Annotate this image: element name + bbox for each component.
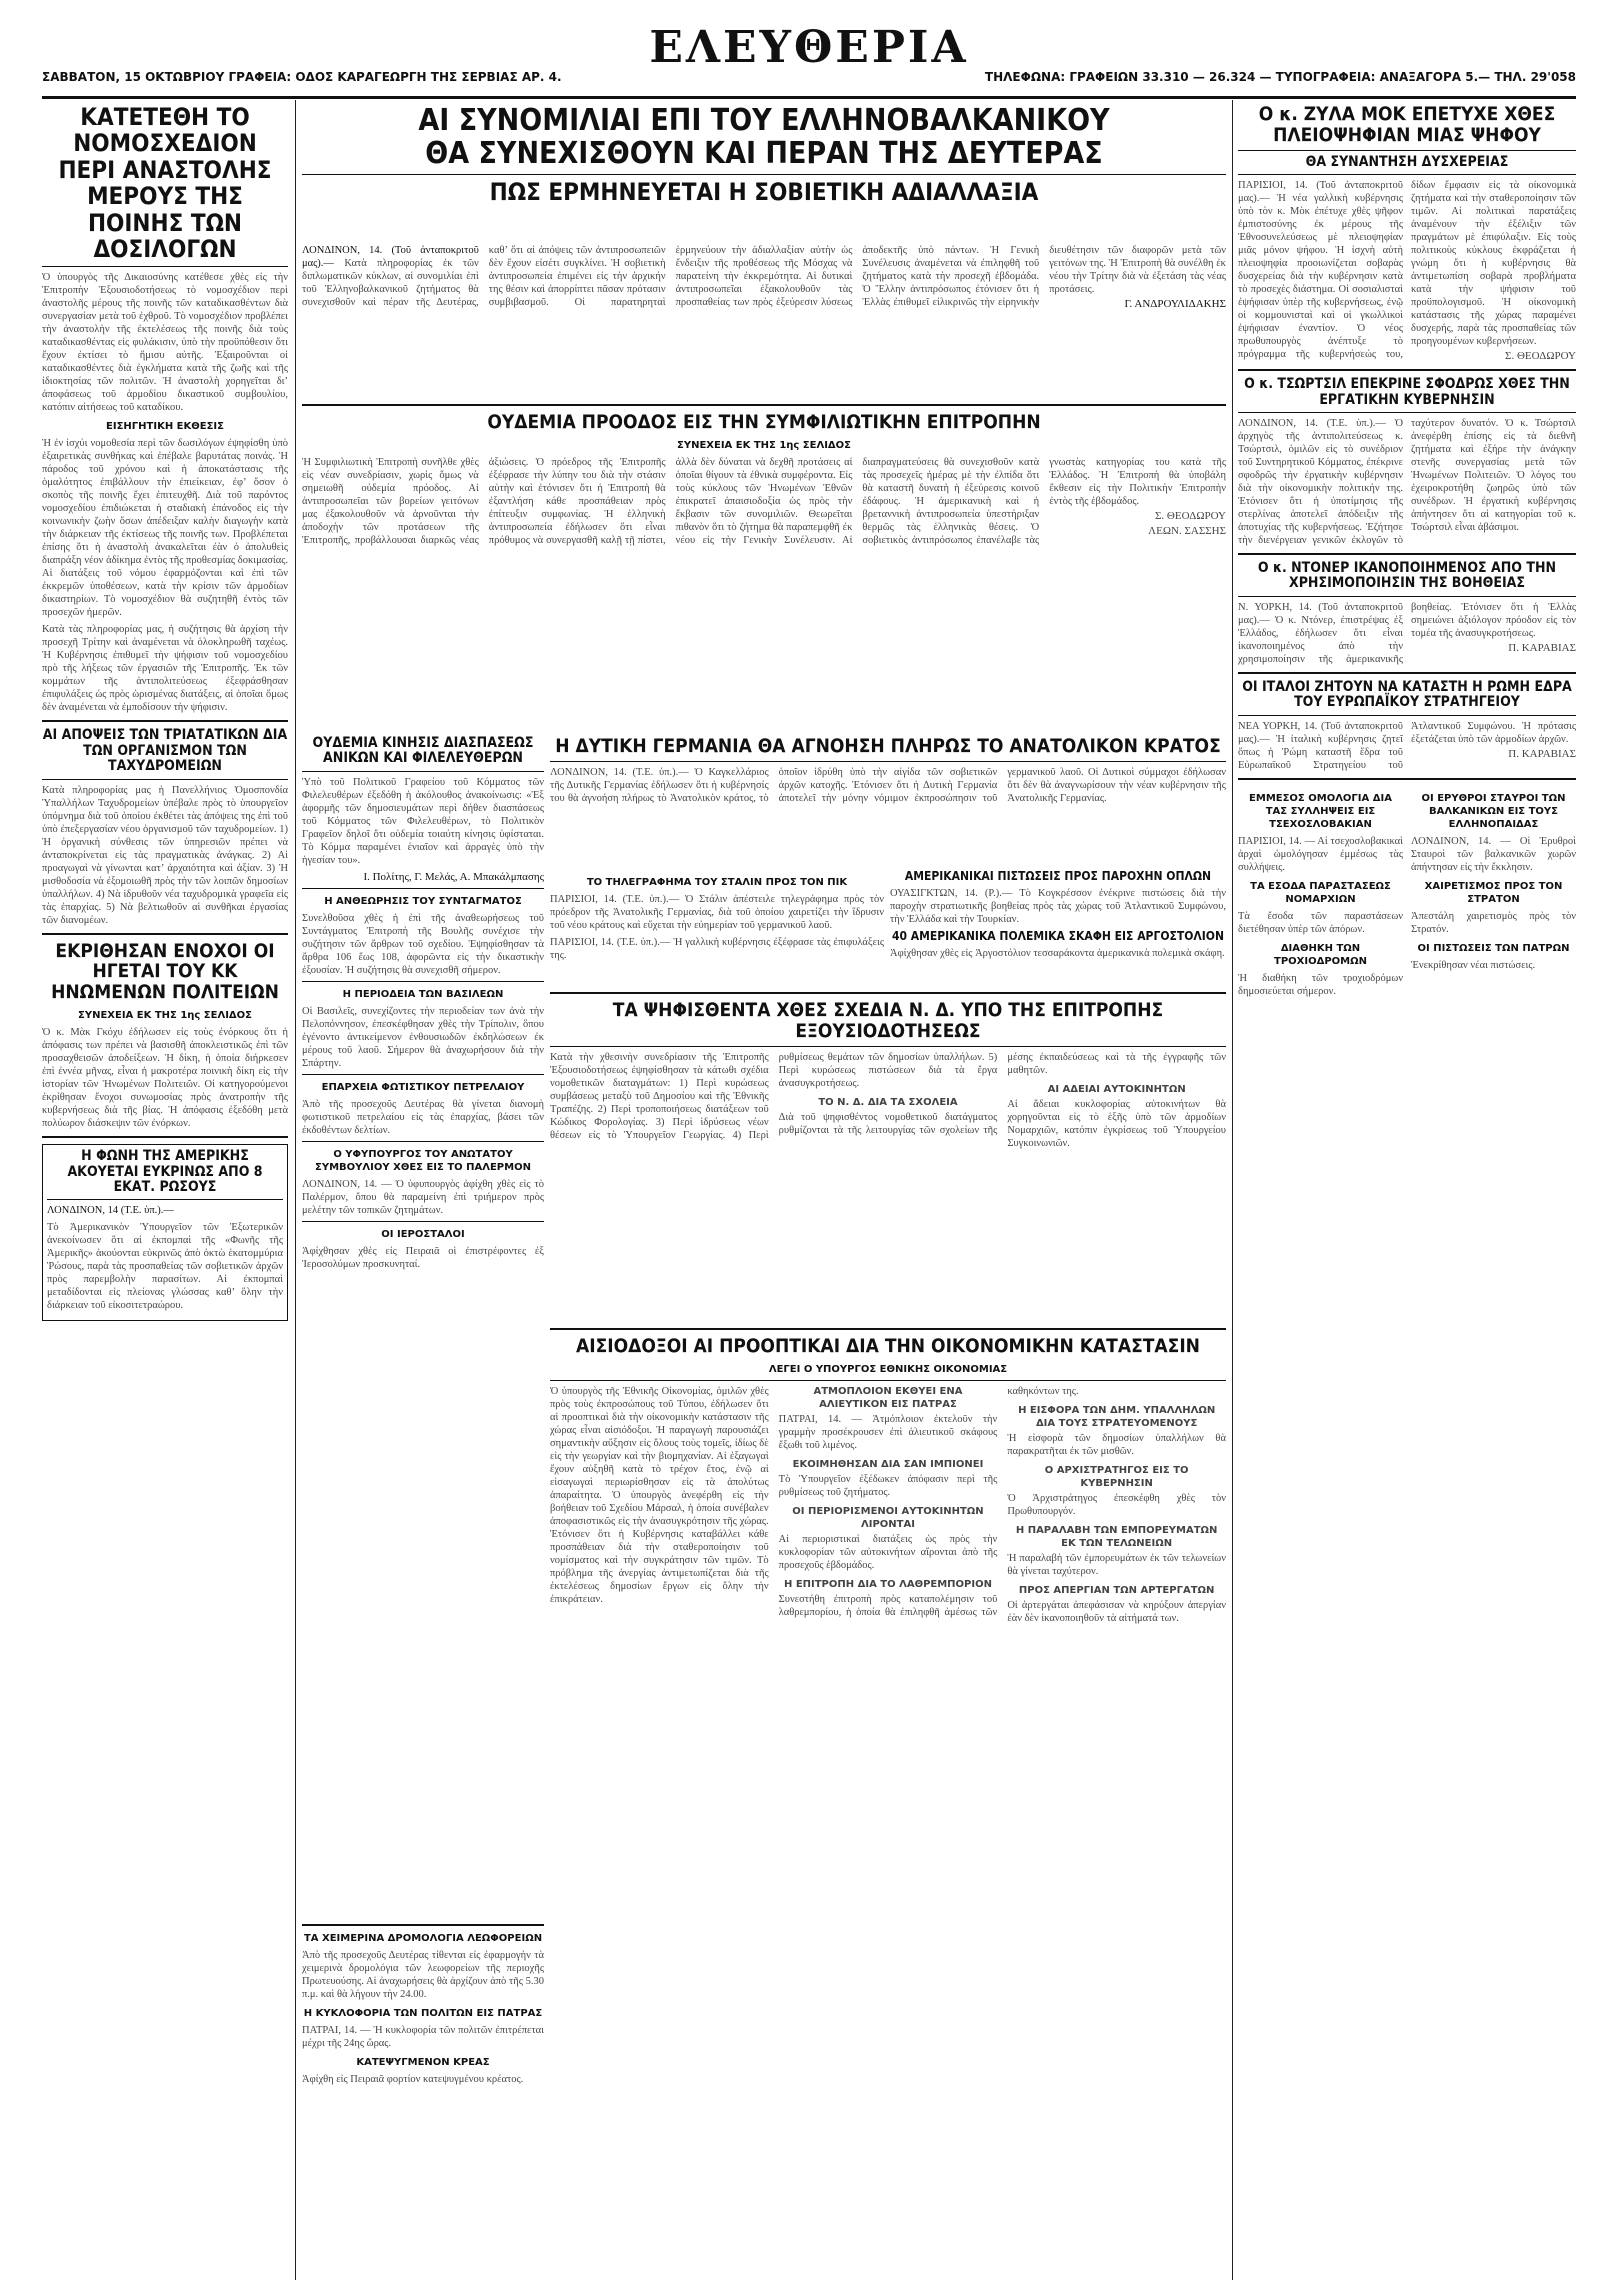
article-body: Ὁ ὑπουργὸς τῆς Ἐθνικῆς Οἰκονομίας, ὁμιλῶν χθὲς πρὸς τοὺς ἐκπροσώπους τοῦ Τύπου, ἐδήλωσεν ὅτι αἱ προοπτικαὶ διὰ τὴν οἰκονομικὴν κατάστασιν τῆς χώρας εἶναι αἰσιόδοξοι. Ἡ παραγωγὴ παρουσιάζει σημαντικὴν αὔξησιν εἰς ὅλους τοὺς τομεῖς, ἰδίως δὲ εἰς τὴν γεωργίαν καὶ τὴν βιομηχανίαν. Αἱ ἐξαγωγαὶ ἔχουν αὐξηθῆ κατὰ τὸ τρέχον ἔτος, ἐνῷ αἱ εἰσαγωγαὶ περιωρίσθησαν εἰς τὰ ἀπολύτως ἀπαραίτητα. Ὁ ὑπουργὸς ἀνεφέρθη εἰς τὴν βοήθειαν τοῦ Σχεδίου Μάρσαλ, ἡ ὁποία συνέβαλεν ἀποφασιστικῶς εἰς τὴν ἀνασυγκρότησιν τῆς χώρας. Ἐτόνισεν ὅτι ἡ Κυβέρνησις καταβάλλει κάθε προσπάθειαν διὰ τὴν σταθεροποίησιν τοῦ νομίσματος καὶ τὴν συγκράτησιν τῶν τιμῶν. Τὸ πρόβλημα τῆς ἀνεργίας ἀντιμετωπίζεται διὰ τῆς ἐκτελέσεως δημοσίων ἔργων εἰς ὅλην τὴν ἐπικράτειαν. ΑΤΜΟΠΛΟΙΟΝ ΕΚΘΥΕΙ ΕΝΑ ΑΛΙΕΥΤΙΚΟΝ ΕΙΣ ΠΑΤΡΑΣ ΠΑΤΡΑΙ, 14. — Ἀτμόπλοιον ἐκτελοῦν τὴν γραμμὴν προσέκρουσεν ἐπὶ ἁλιευτικοῦ σκάφους ἔξωθι τοῦ λιμένος. ΕΚΟΙΜΗΘΗΣΑΝ ΔΙΑ ΣΑΝ ΙΜΠΙΟΝΕΙ Τὸ Ὑπουργεῖον ἐξέδωκεν ἀπόφασιν περὶ τῆς ρυθμίσεως τοῦ ζητήματος. ΟΙ ΠΕΡΙΟΡΙΣΜΕΝΟΙ ΑΥΤΟΚΙΝΗΤΩΝ ΛΙΡΟΝΤΑΙ Αἱ περιοριστικαὶ διατάξεις ὡς πρὸς τὴν κυκλοφορίαν τῶν αὐτοκινήτων αἴρονται ἀπὸ τῆς προσεχοῦς ἑβδομάδος. Η ΕΠΙΤΡΟΠΗ ΔΙΑ ΤΟ ΛΑΘΡΕΜΠΟΡΙΟΝ Συνεστήθη ἐπιτροπὴ πρὸς καταπολέμησιν τοῦ λαθρεμπορίου, ἡ ὁποία θὰ ἐπιληφθῆ ἀμέσως τῶν καθηκόντων της. Η ΕΙΣΦΟΡΑ ΤΩΝ ΔΗΜ. ΥΠΑΛΛΗΛΩΝ ΔΙΑ ΤΟΥΣ ΣΤΡΑΤΕΥΟΜΕΝΟΥΣ Ἡ εἰσφορὰ τῶν δημοσίων ὑπαλλήλων θὰ παρακρατῆται ἐκ τῶν μισθῶν. Ο ΑΡΧΙΣΤΡΑΤΗΓΟΣ ΕΙΣ ΤΟ ΚΥΒΕΡΝΗΣΙΝ Ὁ Ἀρχιστράτηγος ἐπεσκέφθη χθὲς τὸν Πρωθυπουργόν. Η ΠΑΡΑΛΑΒΗ ΤΩΝ ΕΜΠΟΡΕΥΜΑΤΩΝ ΕΚ ΤΩΝ ΤΕΛΩΝΕΙΩΝ Ἡ παραλαβὴ τῶν ἐμπορευμάτων ἐκ τῶν τελωνείων θὰ γίνεται ταχύτερον. ΠΡΟΣ ΑΠΕΡΓΙΑΝ ΤΩΝ ΑΡΤΕΡΓΑΤΩΝ Οἱ ἀρτεργάται ἀπεφάσισαν νὰ κηρύξουν ἀπεργίαν ἐὰν δὲν ἱκανοποιηθοῦν τὰ αἰτήματά των. [550,1385,1226,1624]
subhead-agreement: ΕΜΜΕΣΟΣ ΟΜΟΛΟΓΙΑ ΔΙΑ ΤΑΣ ΣΥΛΛΗΨΕΙΣ ΕΙΣ ΤΣΕΧΟΣΛΟΒΑΚΙΑΝ [1249,792,1392,830]
headline-gov: ΕΚΡΙΘΗΣΑΝ ΕΝΟΧΟΙ ΟΙ ΗΓΕΤΑΙ ΤΟΥ ΚΚ ΗΝΩΜΕΝΩΝ ΠΟΛΙΤΕΙΩΝ [51,939,279,1004]
column-rule [295,100,296,2280]
article-body: Ὑπὸ τοῦ Πολιτικοῦ Γραφείου τοῦ Κόμματος τῶν Φιλελευθέρων ἐξεδόθη ἡ ἀκόλουθος ἀνακοίνωσις: «Ἐξ ἀφορμῆς τῶν δημοσιευμάτων περὶ δήθεν διασπάσεως τοῦ Κόμματος τῶν Φιλελευθέρων, τὸ Πολιτικὸν Γραφεῖον δηλοῖ ὅτι οὐδεμία τοιαύτη κίνησις ὑφίσταται. Τὸ Κόμμα παραμένει ἑνιαῖον καὶ ἀρραγὲς ὑπὸ τὴν ἡγεσίαν του». [302,776,544,866]
dateline: ΠΑΡΙΣΙΟΙ, 14. (Τ.Ε. ὑπ.).— [550,894,680,905]
subhead-deputy: Ο ΥΦΥΠΟΥΡΓΟΣ ΤΟΥ ΑΝΩΤΑΤΟΥ ΣΥΜΒΟΥΛΙΟΥ ΧΘΕΣ ΕΙΣ ΤΟ ΠΑΛΕΡΜΟΝ [315,1148,531,1173]
article-body: ΠΑΤΡΑΙ, 14. — Ἡ κυκλοφορία τῶν πολιτῶν ἐπιτρέπεται μέχρι τῆς 24ης ὥρας. [302,2025,544,2049]
byline: I. Πολίτης, Γ. Μελάς, Α. Μπακάλμπασης [363,870,544,883]
subhead-report: ΕΙΣΗΓΗΤΙΚΗ ΕΚΘΕΣΙΣ [106,421,224,433]
article-body: Ὁ κ. Μὰκ Γκόχυ ἐδήλωσεν εἰς τοὺς ἐνόρκους ὅτι ἡ ἀπόφασις των πρέπει νὰ βασισθῆ ἀποκλειστικῶς ἐπὶ τῶν προσαχθεισῶν ἀποδείξεων. Ἡ δίκη, ἡ ὁποία διήρκεσεν ἐπὶ ἐννέα μῆνας, εἶναι ἡ μακροτέρα ποινικὴ δίκη εἰς τὴν ἱστορίαν τῶν Ἡνωμένων Πολιτειῶν. Οἱ κατηγορούμενοι ἐκρίθησαν ἔνοχοι συνωμοσίας πρὸς ἀνατροπὴν τῆς κυβερνήσεως διὰ τῆς βίας. Ἡ ἀπόφασις ἐξεδόθη μετὰ πολύωρον διάσκεψιν τῶν ἐνόρκων. [42,1027,288,1130]
article-body: Ἡ Συμφιλιωτικὴ Ἐπιτροπὴ συνῆλθε χθὲς εἰς νέαν συνεδρίασιν, χωρὶς ὅμως νὰ σημειωθῆ οὐδεμία πρόοδος. Αἱ ἀντιπροσωπεῖαι τῶν βορείων γειτόνων μας ἐξακολουθοῦν νὰ ἀρνοῦνται τὴν ἀποδοχὴν τῶν προτάσεων τῆς Ἐπιτροπῆς, προβάλλουσαι διαρκῶς νέας ἀξιώσεις. Ὁ πρόεδρος τῆς Ἐπιτροπῆς ἐξέφρασε τὴν λύπην του διὰ τὴν στάσιν αὐτὴν καὶ ἐτόνισεν ὅτι ἡ Ἐπιτροπὴ θὰ ἐξαντλήση κάθε προσπάθειαν πρὸς ἐπίτευξιν συμφωνίας. Ἡ ἑλληνικὴ ἀντιπροσωπεία ἐδήλωσεν ὅτι εἶναι πρόθυμος νὰ συνεργασθῆ καλῇ τῇ πίστει, ἀλλὰ δὲν δύναται νὰ δεχθῆ προτάσεις αἱ ὁποῖαι θίγουν τὰ ἐθνικὰ συμφέροντα. Εἰς τοὺς κύκλους τῶν Ἡνωμένων Ἐθνῶν ἐπικρατεῖ ἀπαισιοδοξία ὡς πρὸς τὴν ἔκβασιν τῶν συνομιλιῶν. Θεωρεῖται πιθανὸν ὅτι τὸ ζήτημα θὰ παραπεμφθῆ ἐκ νέου εἰς τὴν Γενικὴν Συνέλευσιν. Αἱ διαπραγματεύσεις θὰ συνεχισθοῦν κατὰ τὰς προσεχεῖς ἡμέρας μὲ τὴν ἐλπίδα ὅτι θὰ καταστῆ δυνατὴ ἡ ἐξεύρεσις κοινοῦ ἐδάφους. Ἡ ἀμερικανικὴ καὶ ἡ βρεταννικὴ ἀντιπροσωπεία ὑπεστήριξαν θερμῶς τὰς ἑλληνικὰς θέσεις. Ὁ σοβιετικὸς ἀντιπρόσωπος ἐπανέλαβε τὰς γνωστὰς κατηγορίας του κατὰ τῆς Ἑλλάδος. Ἡ Ἐπιτροπὴ θὰ ὑποβάλη ἔκθεσιν εἰς τὴν Πολιτικὴν Ἐπιτροπὴν ἐντὸς τῆς ἑβδομάδος. Σ. ΘΕΟΔΩΡΟΥ ΛΕΩΝ. ΣΑΣΣΗΣ [302,456,1226,546]
subhead-printers: ΟΙ ΠΙΣΤΩΣΕΙΣ ΤΩΝ ΠΑΤΡΩΝ [1417,942,1570,954]
subhead-kings: Η ΠΕΡΙΟΔΕΙΑ ΤΩΝ ΒΑΣΙΛΕΩΝ [342,988,504,1000]
byline: Σ. ΘΕΟΔΩΡΟΥ [1505,350,1576,363]
subheadline-economy: ΛΕΓΕΙ Ο ΥΠΟΥΡΓΟΣ ΕΘΝΙΚΗΣ ΟΙΚΟΝΟΜΙΑΣ [768,1363,1008,1375]
dateline: ΛΟΝΔΙΝΟΝ, 14. (Τοῦ ἀνταποκριτοῦ μας).— [302,245,479,269]
subhead-contribution: Η ΕΙΣΦΟΡΑ ΤΩΝ ΔΗΜ. ΥΠΑΛΛΗΛΩΝ ΔΙΑ ΤΟΥΣ ΣΤΡΑΤΕΥΟΜΕΝΟΥΣ [1018,1404,1216,1429]
byline: ΛΕΩΝ. ΣΑΣΣΗΣ [1148,524,1226,537]
subhead-schedule: ΤΑ ΧΕΙΜΕΡΙΝΑ ΔΡΟΜΟΛΟΓΙΑ ΛΕΩΦΟΡΕΙΩΝ [303,1933,543,1944]
headline-germany: Η ΔΥΤΙΚΗ ΓΕΡΜΑΝΙΑ ΘΑ ΑΓΝΟΗΣΗ ΠΛΗΡΩΣ ΤΟ ΑΝΑΤΟΛΙΚΟΝ ΚΡΑΤΟΣ [555,736,1221,757]
right-bottom-left [1238,786,1403,1002]
article-body: Τὰ ἔσοδα τῶν παραστάσεων διετέθησαν ὑπὲρ τῶν ἀπόρων. [1238,910,1403,935]
dateline: ΛΟΝΔΙΝΟΝ, 14. (Τ.Ε. ὑπ.).— [1238,417,1386,429]
article-body: ΛΟΝΔΙΝΟΝ, 14. (Τ.Ε. ὑπ.).— Ὁ Καγκελλάριος τῆς Δυτικῆς Γερμανίας ἐδήλωσεν ὅτι ἡ κυβέρνησίς του θὰ ἀγνοήση πλήρως τὸ Ἀνατολικὸν κράτος, τὸ ὁποῖον ἱδρύθη ὑπὸ τὴν αἰγίδα τῶν σοβιετικῶν ἀρχῶν κατοχῆς. Ἐτόνισεν ὅτι ἡ Δυτικὴ Γερμανία ἀποτελεῖ τὴν μόνην νόμιμον ἐκπροσώπησιν τοῦ γερμανικοῦ λαοῦ. Οἱ Δυτικοὶ σύμμαχοι ἐδήλωσαν ὅτι δὲν θὰ ἀναγνωρίσουν τὴν νέαν κυβέρνησιν τῆς Ἀνατολικῆς Γερμανίας. [550,766,1226,804]
article-body: ΛΟΝΔΙΝΟΝ, 14. — Οἱ Ἐρυθροὶ Σταυροὶ τῶν βαλκανικῶν χωρῶν ἀπήντησαν εἰς τὴν ἔκκλησιν. [1411,835,1576,873]
headline-american-aid: ΑΜΕΡΙΚΑΝΙΚΑΙ ΠΙΣΤΩΣΕΙΣ ΠΡΟΣ ΠΑΡΟΧΗΝ ΟΠΛΩΝ [904,870,1212,883]
dateline: ΟΥΑΣΙΓΚΤΩΝ, 14. (Ρ.).— [890,888,1013,900]
subhead-restricted: ΟΙ ΠΕΡΙΟΡΙΣΜΕΝΟΙ ΑΥΤΟΚΙΝΗΤΩΝ ΛΙΡΟΝΤΑΙ [792,1505,984,1530]
article-body: Συνελθοῦσα χθὲς ἡ ἐπὶ τῆς ἀναθεωρήσεως τοῦ Συντάγματος Ἐπιτροπὴ τῆς Βουλῆς συνέχισε τὴν συζήτησιν τῶν ἄρθρων τοῦ σχεδίου. Ἐψηφίσθησαν τὰ ἄρθρα 106 ἕως 108, ἀφορῶντα εἰς τὴν δικαστικὴν ἐξουσίαν. Ἡ συζήτησις θὰ συνεχισθῆ σήμερον. [302,912,544,976]
continued-label: ΣΥΝΕΧΕΙΑ ΕΚ ΤΗΣ 1ης ΣΕΛΙΔΟΣ [78,1010,252,1022]
headline-italians: ΟΙ ΙΤΑΛΟΙ ΖΗΤΟΥΝ ΝΑ ΚΑΤΑΣΤΗ Η ΡΩΜΗ ΕΔΡΑ ΤΟΥ ΕΥΡΩΠΑΪΚΟΥ ΣΤΡΑΤΗΓΕΙΟΥ [1242,678,1572,711]
article-body: Ἀπεστάλη χαιρετισμὸς πρὸς τὸν Στρατόν. [1411,910,1576,935]
article-body: Οἱ Βασιλεῖς, συνεχίζοντες τὴν περιοδείαν των ἀνὰ τὴν Πελοπόννησον, ἐπεσκέφθησαν χθὲς τὴν Τρίπολιν, ὅπου ἐγένοντο ἀντικείμενον ἐνθουσιωδῶν ἐκδηλώσεων ἐκ μέρους τοῦ λαοῦ. Σήμερον θὰ ἀναχωρήσουν διὰ τὴν Σπάρτην. [302,1005,544,1069]
left-column [42,104,288,2274]
right-column [1238,104,1576,2274]
subhead-merchants: Η ΠΑΡΑΛΑΒΗ ΤΩΝ ΕΜΠΟΡΕΥΜΑΤΩΝ ΕΚ ΤΩΝ ΤΕΛΩΝΕΙΩΝ [1015,1524,1218,1549]
article-body: ΛΟΝΔΙΝΟΝ, 14. (Τ.Ε. ὑπ.).— Ὁ ἀρχηγὸς τῆς ἀντιπολιτεύσεως κ. Τσώρτσιλ, ὁμιλῶν εἰς τὸ συνέδριον τοῦ Συντηρητικοῦ Κόμματος, ἐπέκρινε σφοδρῶς τὴν ἐργατικὴν κυβέρνησιν διὰ τὴν οἰκονομικὴν πολιτικήν της. Ἐτόνισεν ὅτι ἡ ὑποτίμησις τῆς στερλίνας ἀποτελεῖ ἀπόδειξιν τῆς ἀποτυχίας τῆς κυβερνήσεως. Ἐζήτησε τὴν διενέργειαν γενικῶν ἐκλογῶν τὸ ταχύτερον δυνατόν. Ὁ κ. Τσώρτσιλ ἀνεφέρθη ἐπίσης εἰς τὰ διεθνῆ ζητήματα καὶ ἐξήρε τὴν ἀνάγκην στενῆς συνεργασίας μετὰ τῶν Ἡνωμένων Πολιτειῶν. Ὁ λόγος του ἐχειροκροτήθη ζωηρῶς ὑπὸ τῶν συνέδρων. Ἡ ἐργατικὴ κυβέρνησις ἀπήντησεν ὅτι αἱ κατηγορίαι τοῦ κ. Τσώρτσιλ εἶναι ἀβάσιμοι. [1238,417,1576,546]
subhead-petroleum: ΕΠΑΡΧΕΙΑ ΦΩΤΙΣΤΙΚΟΥ ΠΕΤΡΕΛΑΙΟΥ [321,1081,525,1093]
article-body: Ἀφίχθη εἰς Πειραιᾶ φορτίον κατεψυγμένου κρέατος. [302,2074,524,2085]
voice-america-box [42,1144,288,1321]
subhead-schools: ΤΟ Ν. Δ. ΔΙΑ ΤΑ ΣΧΟΛΕΙΑ [818,1096,958,1108]
article-body: Ἀφίχθησαν χθὲς εἰς Ἀργοστόλιον τεσσαράκοντα ἀμερικανικὰ πολεμικὰ σκάφη. [890,948,1225,960]
article-body: Ν. ΥΟΡΚΗ, 14. (Τοῦ ἀνταποκριτοῦ μας).— Ὁ κ. Ντόνερ, ἐπιστρέψας ἐξ Ἑλλάδος, ἐδήλωσεν ὅτι εἶναι ἱκανοποιημένος ἀπὸ τὴν χρησιμοποίησιν τῆς ἀμερικανικῆς βοηθείας. Ἐτόνισεν ὅτι ἡ Ἑλλὰς σημειώνει ἀξιόλογον πρόοδον εἰς τὸν τομέα τῆς ἀνασυγκροτήσεως. Π. ΚΑΡΑΒΙΑΣ [1238,601,1576,665]
headline-warships: 40 ΑΜΕΡΙΚΑΝΙΚΑ ΠΟΛΕΜΙΚΑ ΣΚΑΦΗ ΕΙΣ ΑΡΓΟΣΤΟΛΙΟΝ [891,929,1225,944]
article-body: Κατὰ πληροφορίας μας ἡ Πανελλήνιος Ὁμοσπονδία Ὑπαλλήλων Ταχυδρομείων ὑπέβαλε πρὸς τὸ ὑπουργεῖον ὑπόμνημα διὰ τοῦ ὁποίου ἐκθέτει τὰς ἀπόψεις της ἐπὶ τοῦ ὑπὸ ἐπεξεργασίαν νέου ὀργανισμοῦ τῶν ταχυδρομείων. 1) Ἡ ὀργανικὴ σύνθεσις τῶν ὑπηρεσιῶν πρέπει νὰ ἀνταποκρίνεται εἰς τὰς πραγματικὰς ἀνάγκας. 2) Αἱ προαγωγαὶ νὰ γίνωνται κατ’ ἀρχαιότητα καὶ ἀξίαν. 3) Ἡ μισθοδοσία νὰ ἐξομοιωθῆ πρὸς τὴν τῶν λοιπῶν δημοσίων ὑπαλλήλων. 4) Νὰ ἱδρυθοῦν νέα ταχυδρομικὰ γραφεῖα εἰς τὰς ἐπαρχίας. 5) Νὰ βελτιωθοῦν αἱ συνθῆκαι ἐργασίας τῶν διανομέων. [42,784,288,926]
continued-label: ΣΥΝΕΧΕΙΑ ΕΚ ΤΗΣ 1ης ΣΕΛΙΔΟΣ [677,439,851,451]
article-body: Ἀπὸ τῆς προσεχοῦς Δευτέρας τίθενται εἰς ἐφαρμογὴν τὰ χειμερινὰ δρομολόγια τῶν λεωφορείων τῆς περιοχῆς Πρωτευούσης. Αἱ ἀναχωρήσεις θὰ ἀρχίζουν ἀπὸ τῆς 5.30 π.μ. καὶ θὰ λήγουν τὴν 24.00. [302,1950,544,2000]
dateline: ΛΟΝΔΙΝΟΝ, 14 (Τ.Ε. ὑπ.).— [47,1205,174,1217]
dateline: ΛΟΝΔΙΝΟΝ, 14. (Τ.Ε. ὑπ.).— [550,766,689,778]
subhead-red-cross: ΟΙ ΕΡΥΘΡΟΙ ΣΤΑΥΡΟΙ ΤΩΝ ΒΑΛΚΑΝΙΚΩΝ ΕΙΣ ΤΟΥΣ ΕΛΛΗΝΟΠΑΙΔΑΣ [1421,792,1566,830]
article-body: Ἐνεκρίθησαν νέαι πιστώσεις. [1411,959,1536,971]
article-body: Κατὰ τὰς πληροφορίας μας, ἡ συζήτησις θὰ ἀρχίση τὴν προσεχῆ Τρίτην καὶ ἀναμένεται νὰ ὁλοκληρωθῆ ταχέως. Ἡ Κυβέρνησις ἐπιθυμεῖ τὴν ψήφισιν τοῦ νομοσχεδίου πρὸ τῆς λήξεως τῶν ἐργασιῶν τῆς Ἐπιτροπῆς. Ἐκ τῶν κομμάτων τῆς ἀντιπολιτεύσεως ἐξεφράσθησαν ἐπιφυλάξεις ὡς πρὸς ὡρισμένας διατάξεις, αἱ ὁποῖαι ὅμως δὲν ἀναμένεται νὰ ἐμποδίσουν τὴν ψήφισιν. [42,624,288,714]
right-bottom-right [1411,786,1576,1002]
subheadline-zyla: ΘΑ ΣΥΝΑΝΤΗΣΗ ΔΥΣΧΕΡΕΙΑΣ [1305,153,1509,170]
drafts-article [550,986,1226,1316]
masthead-date-address: ΣΑΒΒΑΤΟΝ, 15 ΟΚΤΩΒΡΙΟΥ ΓΡΑΦΕΙΑ: ΟΔΟΣ ΚΑΡΑΓΕΩΡΓΗ ΤΗΣ ΣΕΡΒΙΑΣ ΑΡ. 4. [42,70,562,84]
conciliation-article [302,398,1226,728]
dateline: ΠΑΡΙΣΙΟΙ, 14. (Τ.Ε. ὑπ.).— [550,937,671,948]
dateline: ΝΕΑ ΥΟΡΚΗ, 14. (Τοῦ ἀνταποκριτοῦ μας).— [1238,720,1403,745]
telegram-article [550,870,884,980]
subhead-revenue: ΤΑ ΕΣΟΔΑ ΠΑΡΑΣΤΑΣΕΩΣ ΝΟΜΑΡΧΙΩΝ [1250,880,1391,905]
article-body: ΝΕΑ ΥΟΡΚΗ, 14. (Τοῦ ἀνταποκριτοῦ μας).— Ἡ ἰταλικὴ κυβέρνησις ζητεῖ ὅπως ἡ Ῥώμη καταστῆ ἕδρα τοῦ Εὐρωπαϊκοῦ Στρατηγείου τοῦ Ἀτλαντικοῦ Συμφώνου. Ἡ πρότασις ἐξετάζεται ὑπὸ τῶν ἁρμοδίων ἀρχῶν. Π. ΚΑΡΑΒΙΑΣ [1238,720,1576,771]
balkan-article [302,240,1226,390]
article-body: ΟΥΑΣΙΓΚΤΩΝ, 14. (Ρ.).— Τὸ Κογκρέσσον ἐνέκρινε πιστώσεις διὰ τὴν παροχὴν στρατιωτικῆς βοηθείας πρὸς τὰς χώρας τοῦ Ἀτλαντικοῦ Συμφώνου, τὴν Ἑλλάδα καὶ τὴν Τουρκίαν. [890,888,1226,926]
article-body: ΛΟΝΔΙΝΟΝ, 14. (Τοῦ ἀνταποκριτοῦ μας).— Κατὰ πληροφορίας ἐκ τῶν διπλωματικῶν κύκλων, αἱ συνομιλίαι ἐπὶ τοῦ Ἑλληνοβαλκανικοῦ ζητήματος θὰ συνεχισθοῦν καὶ πέραν τῆς Δευτέρας, καθ’ ὅτι αἱ ἀπόψεις τῶν ἀντιπροσωπειῶν δὲν ἔχουν εἰσέτι συγκλίνει. Ἡ σοβιετικὴ ἀντιπροσωπεία ἐπιμένει εἰς τὴν ἀρχικήν της θέσιν καὶ ἀπορρίπτει πᾶσαν πρότασιν συμβιβασμοῦ. Οἱ παρατηρηταὶ ἑρμηνεύουν τὴν ἀδιαλλαξίαν αὐτὴν ὡς ἔνδειξιν τῆς προθέσεως τῆς Μόσχας νὰ παρατείνη τὴν ἐκκρεμότητα. Αἱ δυτικαὶ ἀντιπροσωπεῖαι ἐξακολουθοῦν τὰς προσπαθείας των πρὸς ἐξεύρεσιν λύσεως ἀποδεκτῆς ὑπὸ πάντων. Ἡ Γενικὴ Συνέλευσις ἀναμένεται νὰ ἐπιληφθῆ τοῦ ζητήματος κατὰ τὴν προσεχῆ ἑβδομάδα. Ὁ Ἕλλην ἀντιπρόσωπος ἐτόνισεν ὅτι ἡ Ἑλλὰς ἐπιθυμεῖ εἰλικρινῶς τὴν εἰρηνικὴν διευθέτησιν τῶν διαφορῶν μετὰ τῶν γειτόνων της. Ἡ Ἐπιτροπὴ θὰ συνέλθη ἐκ νέου τὴν Τρίτην διὰ νὰ ἐξετάση τὰς νέας προτάσεις. Γ. ΑΝΔΡΟΥΛΙΔΑΚΗΣ [302,245,1226,310]
right-bottom-split [1238,786,1576,1002]
subhead-greetings: ΧΑΙΡΕΤΙΣΜΟΣ ΠΡΟΣ ΤΟΝ ΣΤΡΑΤΟΝ [1424,880,1563,905]
article-body: Ἡ ἐν ἰσχύι νομοθεσία περὶ τῶν δωσιλόγων ἐψηφίσθη ὑπὸ ἐξαιρετικὰς συνθήκας καὶ ἐπέβαλε βαρυτάτας ποινάς. Ἡ πάροδος τοῦ χρόνου καὶ ἡ ἀποκατάστασις τῆς ὁμαλότητος ἐπιβάλλουν τὴν ἐπιείκειαν, ἐφ’ ὅσον ὁ σκοπὸς τῆς ποινῆς ἔχει ἐπιτευχθῆ. Διὰ τοῦ παρόντος νομοσχεδίου ἐπιδιώκεται ἡ σταδιακὴ ἐπάνοδος εἰς τὴν κοινωνικὴν ζωὴν ὅσων ἀπέδειξαν καλὴν διαγωγὴν κατὰ τὴν διάρκειαν τῆς ἐκτίσεως τῆς ποινῆς των. Προβλέπεται ἐπίσης ὅτι ἡ ἀναστολὴ ἀνακαλεῖται ἐὰν ὁ ἀπολυθεὶς διαπράξη νέον ἀδίκημα ἐντὸς τῆς προθεσμίας δοκιμασίας. Αἱ διατάξεις τοῦ νόμου ἐφαρμόζονται καὶ ἐπὶ τῶν ἐκκρεμῶν ὑποθέσεων, κατὰ τὴν κρίσιν τῶν ἁρμοδίων δικαστηρίων. Τὸ νομοσχέδιον θὰ συζητηθῆ ἐντὸς τῶν προσεχῶν ἡμερῶν. [42,438,288,619]
headline-conciliation: ΟΥΔΕΜΙΑ ΠΡΟΟΔΟΣ ΕΙΣ ΤΗΝ ΣΥΜΦΙΛΙΩΤΙΚΗΝ ΕΠΙΤΡΟΠΗΝ [487,411,1041,433]
article-body: ΠΑΡΙΣΙΟΙ, 14. — Αἱ τσεχοσλοβακικαὶ ἀρχαὶ ὡμολόγησαν ἐμμέσως τὰς συλλήψεις. [1238,835,1403,873]
article-body: ΠΑΡΙΣΙΟΙ, 14. (Τ.Ε. ὑπ.).— Ἡ γαλλικὴ κυβέρνησις ἐξέφρασε τὰς ἐπιφυλάξεις της. [550,937,884,961]
article-body: Ἀπὸ τῆς προσεχοῦς Δευτέρας θὰ γίνεται διανομὴ φωτιστικοῦ πετρελαίου εἰς τὰς ἐπαρχίας, βάσει τῶν ἐκδοθέντων δελτίων. [302,1098,544,1136]
headline-zyla: Ο κ. ΖΥΛΑ ΜΟΚ ΕΠΕΤΥΧΕ ΧΘΕΣ ΠΛΕΙΟΨΗΦΙΑΝ ΜΙΑΣ ΨΗΦΟΥ [1258,104,1556,146]
headline-balkan-2: ΘΑ ΣΥΝΕΧΙΣΘΟΥΝ ΚΑΙ ΠΕΡΑΝ ΤΗΣ ΔΕΥΤΕΡΑΣ [425,136,1103,171]
article-body: ΠΑΡΙΣΙΟΙ, 14. (Τ.Ε. ὑπ.).— Ὁ Στάλιν ἀπέστειλε τηλεγράφημα πρὸς τὸν πρόεδρον τῆς Ἀνατολικῆς Γερμανίας, διὰ τοῦ ὁποίου χαιρετίζει τὴν ἵδρυσιν τοῦ νέου κράτους καὶ εὔχεται τὴν εὐημερίαν τοῦ γερμανικοῦ λαοῦ. [550,894,884,931]
article-body: Ὁ ὑπουργὸς τῆς Δικαιοσύνης κατέθεσε χθὲς εἰς τὴν Ἐπιτροπὴν Ἐξουσιοδοτήσεως τὸ νομοσχέδιον περὶ ἀναστολῆς μέρους τῆς ποινῆς τῶν καταδικασθέντων διὰ συνεργασίαν μετὰ τοῦ ἐχθροῦ. Τὸ νομοσχέδιον προβλέπει τὴν ἀναστολὴν τῆς ἐκτελέσεως τῆς ποινῆς διὰ τοὺς καταδικασθέντας εἰς φυλάκισιν, ὑπὸ τὴν προϋπόθεσιν ὅτι ἔχουν ἐκτίσει τὸ ἥμισυ αὐτῆς. Ἐξαιροῦνται οἱ καταδικασθέντες διὰ ἐγκλήματα κατὰ τῆς ζωῆς καὶ τῆς ἰδιοκτησίας τῶν πολιτῶν. Ἡ ἀναστολὴ χορηγεῖται δι’ ἀποφάσεως τοῦ ἁρμοδίου δικαστικοῦ συμβουλίου, κατόπιν αἰτήσεως τοῦ καταδίκου. [42,272,288,414]
article-body: Ἡ διαθήκη τῶν τροχιοδρόμων δημοσιεύεται σήμερον. [1238,972,1403,997]
newspaper-title: ΕΛΕΥΘΕΡΙΑ [649,22,969,73]
article-body: ΛΟΝΔΙΝΟΝ, 14. — Ὁ ὑφυπουργὸς ἀφίχθη χθὲς εἰς τὸ Παλέρμον, ὅπου θὰ παραμείνη ἐπὶ τριήμερον πρὸς μελέτην τῶν τοπικῶν ζητημάτων. [302,1178,544,1216]
subhead-competition: ΔΙΑΘΗΚΗ ΤΩΝ ΤΡΟΧΙΟΔΡΟΜΩΝ [1274,942,1367,967]
headline-tsourtsil: Ο κ. ΤΣΩΡΤΣΙΛ ΕΠΕΚΡΙΝΕ ΣΦΟΔΡΩΣ ΧΘΕΣ ΤΗΝ ΕΡΓΑΤΙΚΗΝ ΚΥΒΕΡΝΗΣΙΝ [1244,376,1570,408]
subhead-pilgrims: ΟΙ ΙΕΡΟΣΤΑΛΟΙ [381,1228,465,1240]
newspaper-page [42,18,1576,2280]
subhead-archbishop: Ο ΑΡΧΙΣΤΡΑΤΗΓΟΣ ΕΙΣ ΤΟ ΚΥΒΕΡΝΗΣΙΝ [1044,1464,1189,1489]
subhead-expropriation: ΕΚΟΙΜΗΘΗΣΑΝ ΔΙΑ ΣΑΝ ΙΜΠΙΟΝΕΙ [792,1458,984,1470]
subhead-car-permits: ΑΙ ΑΔΕΙΑΙ ΑΥΤΟΚΙΝΗΤΩΝ [1047,1083,1186,1095]
subhead-patras: Η ΚΥΚΛΟΦΟΡΙΑ ΤΩΝ ΠΟΛΙΤΩΝ ΕΙΣ ΠΑΤΡΑΣ [303,2008,543,2019]
headline-balkan-3: ΠΩΣ ΕΡΜΗΝΕΥΕΤΑΙ Η ΣΟΒΙΕΤΙΚΗ ΑΔΙΑΛΛΑΞΙΑ [489,178,1039,206]
dateline: ΠΑΡΙΣΙΟΙ, 14. (Τοῦ ἀνταποκριτοῦ μας).— [1238,180,1403,205]
column-rule [1232,100,1233,2280]
schedule-block [302,1918,544,2278]
subhead-committee: Η ΕΠΙΤΡΟΠΗ ΔΙΑ ΤΟ ΛΑΘΡΕΜΠΟΡΙΟΝ [783,1578,992,1590]
headline-drafts: ΤΑ ΨΗΦΙΣΘΕΝΤΑ ΧΘΕΣ ΣΧΕΔΙΑ Ν. Δ. ΥΠΟ ΤΗΣ ΕΠΙΤΡΟΠΗΣ ΕΞΟΥΣΙΟΔΟΤΗΣΕΩΣ [612,999,1164,1042]
headline-balkan-1: ΑΙ ΣΥΝΟΜΙΛΙΑΙ ΕΠΙ ΤΟΥ ΕΛΛΗΝΟΒΑΛΚΑΝΙΚΟΥ [418,104,1110,138]
subhead-steamer: ΑΤΜΟΠΛΟΙΟΝ ΕΚΘΥΕΙ ΕΝΑ ΑΛΙΕΥΤΙΚΟΝ ΕΙΣ ΠΑΤΡΑΣ [813,1385,963,1410]
headline-no-movement: ΟΥΔΕΜΙΑ ΚΙΝΗΣΙΣ ΔΙΑΣΠΑΣΕΩΣ ΑΝΙΚΩΝ ΚΑΙ ΦΙΛΕΛΕΥΘΕΡΩΝ [312,736,534,767]
article-body: Τὸ Ἀμερικανικὸν Ὑπουργεῖον τῶν Ἐξωτερικῶν ἀνεκοίνωσεν ὅτι αἱ ἐκπομπαὶ τῆς «Φωνῆς τῆς Ἀμερικῆς» ἀκούονται εὐκρινῶς ἀπὸ ὀκτὼ ἑκατομμύρια Ῥώσους, παρὰ τὰς προσπαθείας τῶν σοβιετικῶν ἀρχῶν πρὸς παρεμβολὴν παρασίτων. Αἱ ἐκπομπαὶ μεταδίδονται εἰς πλείονας γλώσσας καθ’ ὅλην τὴν διάρκειαν τοῦ εἰκοσιτετραώρου. [47,1222,283,1312]
subhead-bakers: ΠΡΟΣ ΑΠΕΡΓΙΑΝ ΤΩΝ ΑΡΤΕΡΓΑΤΩΝ [1018,1584,1215,1596]
byline: Π. ΚΑΡΑΒΙΑΣ [1508,641,1576,654]
dateline: Ν. ΥΟΡΚΗ, 14. (Τοῦ ἀνταποκριτοῦ μας).— [1238,601,1403,626]
subhead-telegram: ΤΟ ΤΗΛΕΓΡΑΦΗΜΑ ΤΟΥ ΣΤΑΛΙΝ ΠΡΟΣ ΤΟΝ ΠΙΚ [586,877,848,888]
headline-trotskyists: ΑΙ ΑΠΟΨΕΙΣ ΤΩΝ ΤΡΙΑΤΑΤΙΚΩΝ ΔΙΑ ΤΩΝ ΟΡΓΑΝΙΣΜΟΝ ΤΩΝ ΤΑΧΥΔΡΟΜΕΙΩΝ [42,727,288,775]
american-aid-article [890,870,1226,980]
article-body: ΠΑΡΙΣΙΟΙ, 14. (Τοῦ ἀνταποκριτοῦ μας).— Ἡ νέα γαλλικὴ κυβέρνησις ὑπὸ τὸν κ. Μὸκ ἐπέτυχε χθὲς ψῆφον ἐμπιστοσύνης ἐκ μέρους τῆς Ἐθνοσυνελεύσεως μὲ πλειοψηφίαν μιᾶς μόνον ψήφου. Ἡ ἰσχνὴ αὐτὴ πλειοψηφία προοιωνίζεται σοβαρὰς δυσχερείας διὰ τὴν κυβέρνησιν κατὰ τὸ προσεχὲς διάστημα. Οἱ σοσιαλισταὶ ἐψήφισαν ὑπὲρ τῆς κυβερνήσεως, ἐνῷ οἱ κομμουνισταὶ καὶ οἱ γκωλλικοὶ ἐψήφισαν ἐναντίον. Ὁ νέος πρωθυπουργὸς ἀνέπτυξε τὸ πρόγραμμα τῆς κυβερνήσεώς του, δίδων ἔμφασιν εἰς τὰ οἰκονομικὰ ζητήματα καὶ τὴν σταθεροποίησιν τῶν τιμῶν. Αἱ πολιτικαὶ παρατάξεις ἀναμένουν τὴν ἐξέλιξιν τῶν πραγμάτων μὲ ἐπιφύλαξιν. Εἰς τοὺς πολιτικοὺς κύκλους ἐκφράζεται ἡ γνώμη ὅτι ἡ κυβέρνησις θὰ ἀντιμετωπίση σοβαρὰ προβλήματα κατὰ τὴν ψήφισιν τοῦ προϋπολογισμοῦ. Ἡ οἰκονομικὴ κατάστασις τῆς χώρας παραμένει δυσχερής, παρὰ τὰς προσπαθείας τῶν προηγουμένων κυβερνήσεων. Σ. ΘΕΟΔΩΡΟΥ [1238,180,1576,363]
article-body: Ἀφίχθησαν χθὲς εἰς Πειραιᾶ οἱ ἐπιστρέφοντες ἐξ Ἱεροσολύμων προσκυνηταί. [302,1245,544,1270]
germany-article [550,736,1226,866]
byline: Γ. ΑΝΔΡΟΥΛΙΔΑΚΗΣ [1124,298,1226,310]
headline-dosilogoi: ΚΑΤΕΤΕΘΗ ΤΟ ΝΟΜΟΣΧΕΔΙΟΝ ΠΕΡΙ ΑΝΑΣΤΟΛΗΣ ΜΕΡΟΥΣ ΤΗΣ ΠΟΙΝΗΣ ΤΩΝ ΔΟΣΙΛΟΓΩΝ [58,104,272,263]
masthead [42,18,1576,99]
byline: Σ. ΘΕΟΔΩΡΟΥ [1155,509,1226,522]
subhead-constitution: Η ΑΝΘΕΩΡΗΣΙΣ ΤΟΥ ΣΥΝΤΑΓΜΑΤΟΣ [324,895,522,907]
masthead-phones: ΤΗΛΕΦΩΝΑ: ΓΡΑΦΕΙΩΝ 33.310 — 26.324 — ΤΥΠΟΓΡΑΦΕΙΑ: ΑΝΑΞΑΓΟΡΑ 5.— ΤΗΛ. 29'058 [984,70,1576,84]
economy-article [550,1322,1226,2282]
headline-economy: ΑΙΣΙΟΔΟΞΟΙ ΑΙ ΠΡΟΟΠΤΙΚΑΙ ΔΙΑ ΤΗΝ ΟΙΚΟΝΟΜΙΚΗΝ ΚΑΤΑΣΤΑΣΙΝ [576,1335,1200,1357]
center-top [302,104,1226,234]
article-body: Κατὰ τὴν χθεσινὴν συνεδρίασιν τῆς Ἐπιτροπῆς Ἐξουσιοδοτήσεως ἐψηφίσθησαν τὰ κάτωθι σχέδια νομοθετικῶν διαταγμάτων: 1) Περὶ κυρώσεως συμβάσεως μεταξὺ τοῦ Δημοσίου καὶ τῆς Ἐθνικῆς Τραπέζης. 2) Περὶ τροποποιήσεως διατάξεων τοῦ Κώδικος Φορολογίας. 3) Περὶ ἱδρύσεως νέων θέσεων εἰς τὸ Ὑπουργεῖον Γεωργίας. 4) Περὶ ρυθμίσεως θεμάτων τῶν δημοσίων ὑπαλλήλων. 5) Περὶ κυρώσεως πιστώσεων διὰ τὰ ἔργα ἀνασυγκροτήσεως. ΤΟ Ν. Δ. ΔΙΑ ΤΑ ΣΧΟΛΕΙΑ Διὰ τοῦ ψηφισθέντος νομοθετικοῦ διατάγματος ρυθμίζονται τὰ τῆς λειτουργίας τῶν σχολείων τῆς μέσης ἐκπαιδεύσεως καὶ τὰ τῆς ἐγγραφῆς τῶν μαθητῶν. ΑΙ ΑΔΕΙΑΙ ΑΥΤΟΚΙΝΗΤΩΝ Αἱ ἄδειαι κυκλοφορίας αὐτοκινήτων θὰ χορηγοῦνται εἰς τὸ ἑξῆς ὑπὸ τῶν ἁρμοδίων Νομαρχιῶν, κατόπιν ἐγκρίσεως τοῦ Ὑπουργείου Συγκοινωνιῶν. [550,1051,1226,1149]
subhead-meat: ΚΑΤΕΨΥΓΜΕΝΟΝ ΚΡΕΑΣ [356,2057,490,2068]
headline-donner: Ο κ. ΝΤΟΝΕΡ ΙΚΑΝΟΠΟΙΗΜΕΝΟΣ ΑΠΟ ΤΗΝ ΧΡΗΣΙΜΟΠΟΙΗΣΙΝ ΤΗΣ ΒΟΗΘΕΙΑΣ [1257,559,1557,592]
byline: Π. ΚΑΡΑΒΙΑΣ [1508,747,1576,760]
headline-voice-america: Η ΦΩΝΗ ΤΗΣ ΑΜΕΡΙΚΗΣ ΑΚΟΥΕΤΑΙ ΕΥΚΡΙΝΩΣ ΑΠΟ 8 ΕΚΑΤ. ΡΩΣΟΥΣ [67,1148,263,1195]
